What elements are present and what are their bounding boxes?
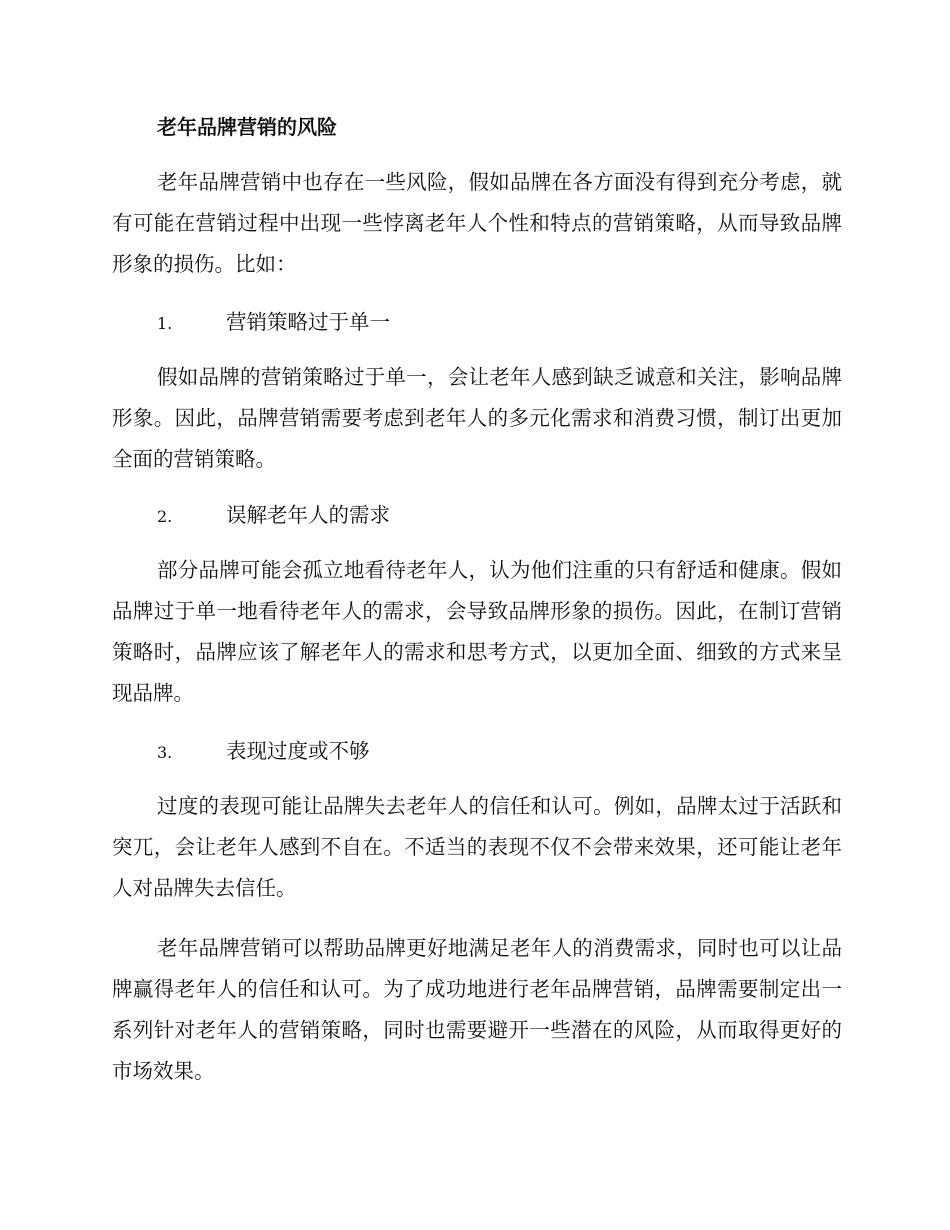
conclusion-paragraph: 老年品牌营销可以帮助品牌更好地满足老年人的消费需求，同时也可以让品牌赢得老年人的信任和认可。为了成功地进行老年品牌营销，品牌需要制定出一系列针对老年人的营销策略，同时也需要避开一些潜在的风险，从而取得更好的市场效果。 [112, 936, 842, 1083]
list-number: 1. [157, 314, 173, 333]
list-item-3-title [157, 736, 370, 768]
list-item-1-body: 假如品牌的营销策略过于单一，会让老年人感到缺乏诚意和关注，影响品牌形象。因此，品牌营销需要考虑到老年人的多元化需求和消费习惯，制订出更加全面的营销策略。 [112, 365, 842, 471]
section-heading: 老年品牌营销的风险 [157, 115, 337, 139]
list-item-2-body: 部分品牌可能会孤立地看待老年人，认为他们注重的只有舒适和健康。假如品牌过于单一地看待老年人的需求，会导致品牌形象的损伤。因此，在制订营销策略时，品牌应该了解老年人的需求和思考方式，以更加全面、细致的方式来呈现品牌。 [112, 558, 842, 705]
list-number: 2. [157, 507, 173, 526]
list-title: 表现过度或不够 [226, 739, 370, 763]
list-number: 3. [157, 743, 173, 762]
intro-paragraph: 老年品牌营销中也存在一些风险，假如品牌在各方面没有得到充分考虑，就有可能在营销过程中出现一些悖离老年人个性和特点的营销策略，从而导致品牌形象的损伤。比如： [112, 170, 842, 276]
list-title: 营销策略过于单一 [226, 310, 390, 334]
list-item-1-title [157, 307, 390, 339]
list-item-2-title [157, 500, 390, 532]
list-title: 误解老年人的需求 [226, 503, 390, 527]
list-item-3-body: 过度的表现可能让品牌失去老年人的信任和认可。例如，品牌太过于活跃和突兀，会让老年人感到不自在。不适当的表现不仅不会带来效果，还可能让老年人对品牌失去信任。 [112, 794, 842, 900]
